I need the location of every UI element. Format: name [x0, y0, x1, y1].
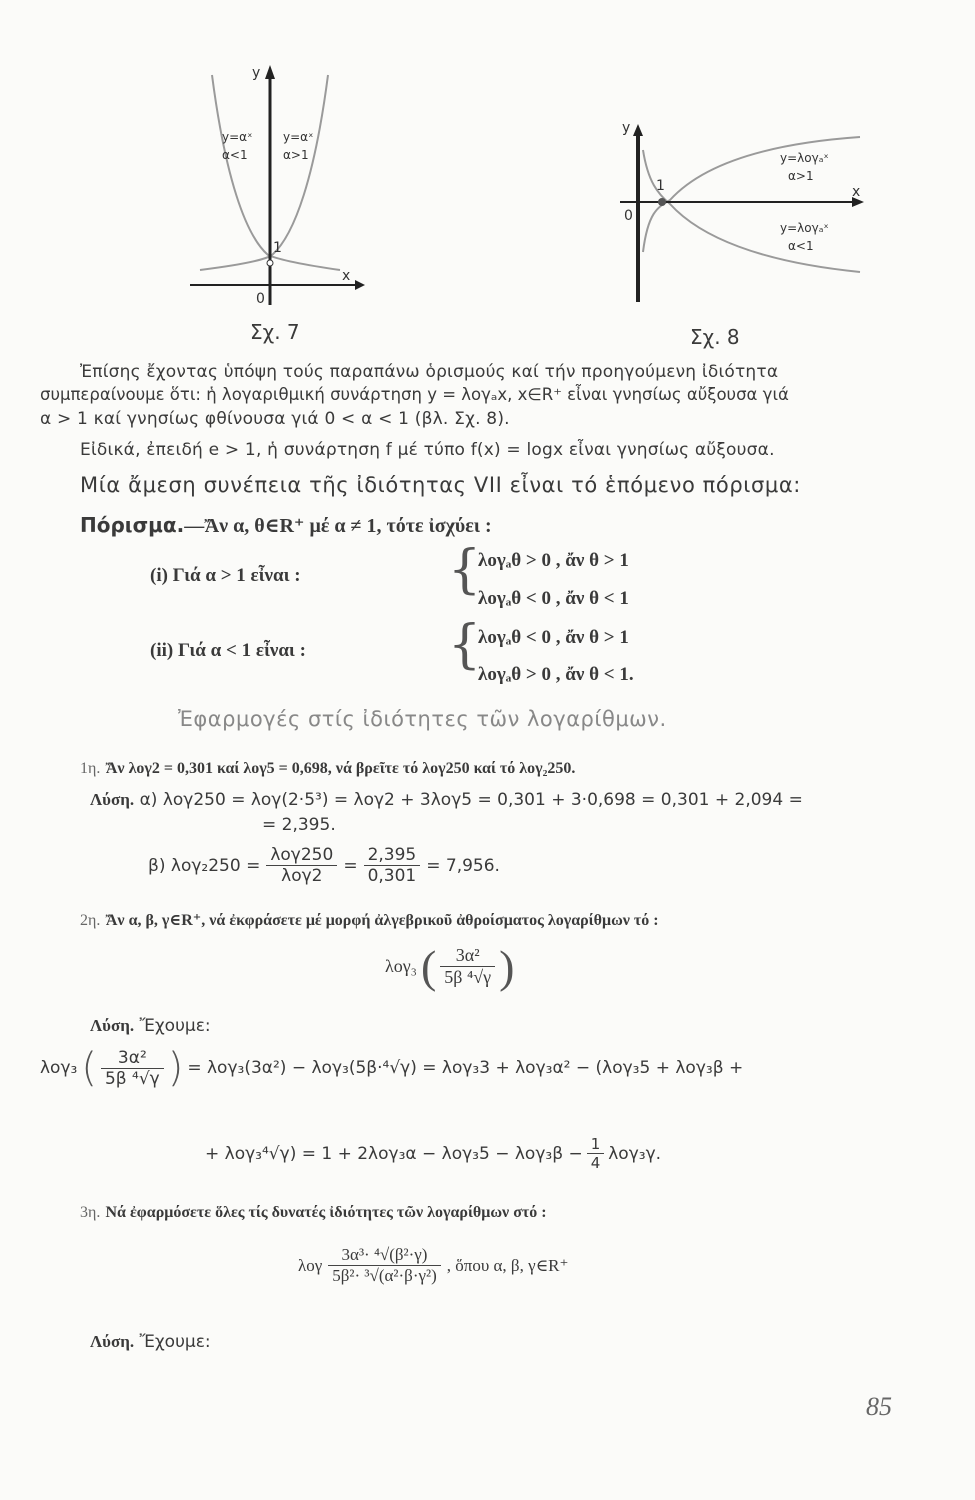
- example-1: [80, 758, 575, 778]
- paren-close: ): [167, 1045, 184, 1091]
- example-1-solution-a: [90, 790, 803, 810]
- brace-2: {: [448, 615, 482, 675]
- denominator: 5β ⁴√γ: [444, 967, 492, 987]
- fig8-bottom-label-2: α<1: [788, 239, 814, 253]
- brace-1: {: [448, 540, 482, 600]
- case-1-label: (i) Γιά α > 1 εἶναι :: [150, 565, 301, 586]
- fig7-right-label-1: y=αˣ: [283, 130, 314, 144]
- porisma-text: —Ἄν α, θ∈R⁺ μέ α ≠ 1, τότε ἰσχύει :: [184, 515, 492, 537]
- solution-final-term: λογ₃γ.: [608, 1143, 662, 1164]
- paren-close: ): [499, 941, 515, 992]
- paragraph-line: Ἐπίσης ἔχοντας ὑπόψη τούς παραπάνω ὁρισμούς καί τήν προηγούμενη ἰδιότητα: [80, 362, 779, 382]
- fig8-top-label-1: y=λογₐˣ: [780, 151, 829, 165]
- page-number: 85: [866, 1392, 892, 1421]
- section-heading: Ἐφαρμογές στίς ἰδιότητες τῶν λογαρίθμων.: [178, 707, 667, 731]
- numerator: 3α³· ⁴√(β²·γ): [328, 1245, 441, 1266]
- example-2-expression: [385, 940, 514, 993]
- fig7-left-label-2: α<1: [222, 148, 248, 162]
- numerator: 3α²: [101, 1048, 164, 1069]
- denominator: 5β²· ³√(α²·β·γ²): [332, 1266, 437, 1285]
- porisma: [80, 513, 492, 538]
- solution-expansion: = λογ₃(3α²) − λογ₃(5β·⁴√γ) = λογ₃3 + λογ₃α² − (λογ₃5 + λογ₃β +: [187, 1058, 744, 1078]
- fraction-values: [364, 845, 421, 886]
- case-1-line-b: λογₐθ < 0 , ἄν θ < 1: [478, 588, 629, 609]
- fig7-right-label-2: α>1: [283, 148, 309, 162]
- intersection-point: [267, 260, 273, 266]
- figure-8: [610, 112, 870, 312]
- curve-log-a-less-1: [643, 150, 860, 272]
- fig7-left-label-1: y=αˣ: [222, 130, 253, 144]
- fig7-x-label: x: [342, 268, 351, 284]
- log-base-3: λογ₃: [385, 956, 417, 976]
- fraction-expression: [440, 945, 495, 988]
- denominator: λογ2: [281, 866, 323, 886]
- denominator: 5β ⁴√γ: [104, 1068, 160, 1089]
- fig8-caption: Σχ. 8: [690, 325, 740, 349]
- paren-open: (: [420, 941, 437, 992]
- paren-open: (: [81, 1045, 97, 1091]
- solution-a-continuation: = 2,395.: [262, 815, 336, 835]
- example-2-solution-intro: [90, 1016, 211, 1036]
- paragraph-line: Μία ἄμεση συνέπεια τῆς ἰδιότητας VII εἶναι τό ἑπόμενο πόρισμα:: [80, 473, 801, 497]
- fig8-y-label: y: [622, 120, 631, 136]
- solution-expansion: + λογ₃⁴√γ) = 1 + 2λογ₃α − λογ₃5 − λογ₃β −: [205, 1143, 583, 1164]
- solution-label: Λύση.: [90, 790, 135, 809]
- log-base-3: λογ₃: [40, 1058, 78, 1078]
- fig7-origin: 0: [256, 291, 265, 307]
- fig7-caption: Σχ. 7: [250, 320, 300, 344]
- case-2-line-b: λογₐθ > 0 , ἄν θ < 1.: [478, 664, 634, 685]
- numerator: 2,395: [364, 845, 421, 866]
- solution-a-text: α) λογ250 = λογ(2·5³) = λογ2 + 3λογ5 = 0,301 + 3·0,698 = 0,301 + 2,094 =: [139, 790, 803, 810]
- case-1-line-a: λογₐθ > 0 , ἄν θ > 1: [478, 550, 629, 571]
- paragraph-line: Εἰδικά, ἐπειδή e > 1, ἡ συνάρτηση f μέ τύπο f(x) = logx εἶναι γνησίως αὔξουσα.: [80, 440, 775, 460]
- example-2: [80, 910, 659, 930]
- fig8-top-label-2: α>1: [788, 169, 814, 183]
- fig7-y-label: y: [252, 65, 261, 81]
- solution-label: Λύση.: [90, 1016, 135, 1035]
- fraction-expression: [101, 1048, 164, 1089]
- fig8-origin: 0: [624, 208, 633, 224]
- curve-a-greater-1: [200, 75, 328, 270]
- denominator: 4: [590, 1154, 601, 1172]
- numerator: 1: [587, 1135, 605, 1154]
- example-3-text: Νά ἐφαρμόσετε ὅλες τίς δυνατές ἰδιότητες τῶν λογαρίθμων στό :: [105, 1204, 547, 1221]
- solution-label: Λύση.: [90, 1332, 135, 1351]
- example-2-solution-line-2: [205, 1135, 661, 1172]
- example-2-text: Ἄν α, β, γ∈R⁺, νά ἐκφράσετε μέ μορφή ἀλγεβρικοῦ ἀθροίσματος λογαρίθμων τό :: [105, 912, 659, 929]
- fraction-one-quarter: [587, 1135, 605, 1172]
- paragraph-line: συμπεραίνουμε ὅτι: ἡ λογαριθμική συνάρτηση y = λογₐx, x∈R⁺ εἶναι γνησίως αὔξουσα γιά: [40, 385, 789, 404]
- porisma-title: Πόρισμα.: [80, 513, 185, 537]
- paragraph-line: α > 1 καί γνησίως φθίνουσα γιά 0 < α < 1 (βλ. Σχ. 8).: [40, 409, 510, 429]
- fig8-one: 1: [656, 178, 665, 194]
- numerator: λογ250: [266, 845, 337, 866]
- example-1-solution-b: [148, 845, 500, 886]
- denominator: 0,301: [367, 866, 417, 886]
- example-1-number: 1η.: [80, 760, 101, 777]
- solution-b-result: = 7,956.: [426, 855, 500, 876]
- fig8-bottom-label-1: y=λογₐˣ: [780, 221, 829, 235]
- condition: , ὅπου α, β, γ∈R⁺: [446, 1255, 569, 1275]
- fraction-log250-log2: [266, 845, 337, 886]
- x-axis-arrow: [355, 280, 365, 290]
- y-axis-arrow: [633, 124, 643, 136]
- case-2-label: (ii) Γιά α < 1 εἶναι :: [150, 640, 306, 661]
- case-2-line-a: λογₐθ < 0 , ἄν θ > 1: [478, 627, 629, 648]
- y-axis-arrow: [265, 65, 275, 79]
- log: λογ: [298, 1255, 323, 1275]
- fig7-one: 1: [273, 240, 282, 256]
- fraction-expression: [328, 1245, 441, 1286]
- example-2-number: 2η.: [80, 912, 101, 929]
- example-3-solution-intro: [90, 1332, 211, 1352]
- example-1-text: Ἄν λογ2 = 0,301 καί λογ5 = 0,698, νά βρεῖτε τό λογ250 καί τό λογ₂250.: [105, 760, 576, 777]
- example-2-solution-line-1: [40, 1045, 743, 1091]
- example-3-number: 3η.: [80, 1204, 101, 1221]
- example-3: [80, 1202, 547, 1222]
- solution-intro: Ἔχουμε:: [139, 1016, 211, 1036]
- solution-intro: Ἔχουμε:: [139, 1332, 211, 1352]
- equals-sign: =: [343, 855, 358, 876]
- numerator: 3α²: [440, 945, 495, 967]
- solution-b-lhs: β) λογ₂250 =: [148, 855, 261, 876]
- example-3-expression: [298, 1245, 568, 1286]
- point-1-0: [658, 198, 666, 206]
- figure-7: [180, 55, 370, 315]
- fig8-x-label: x: [852, 184, 861, 200]
